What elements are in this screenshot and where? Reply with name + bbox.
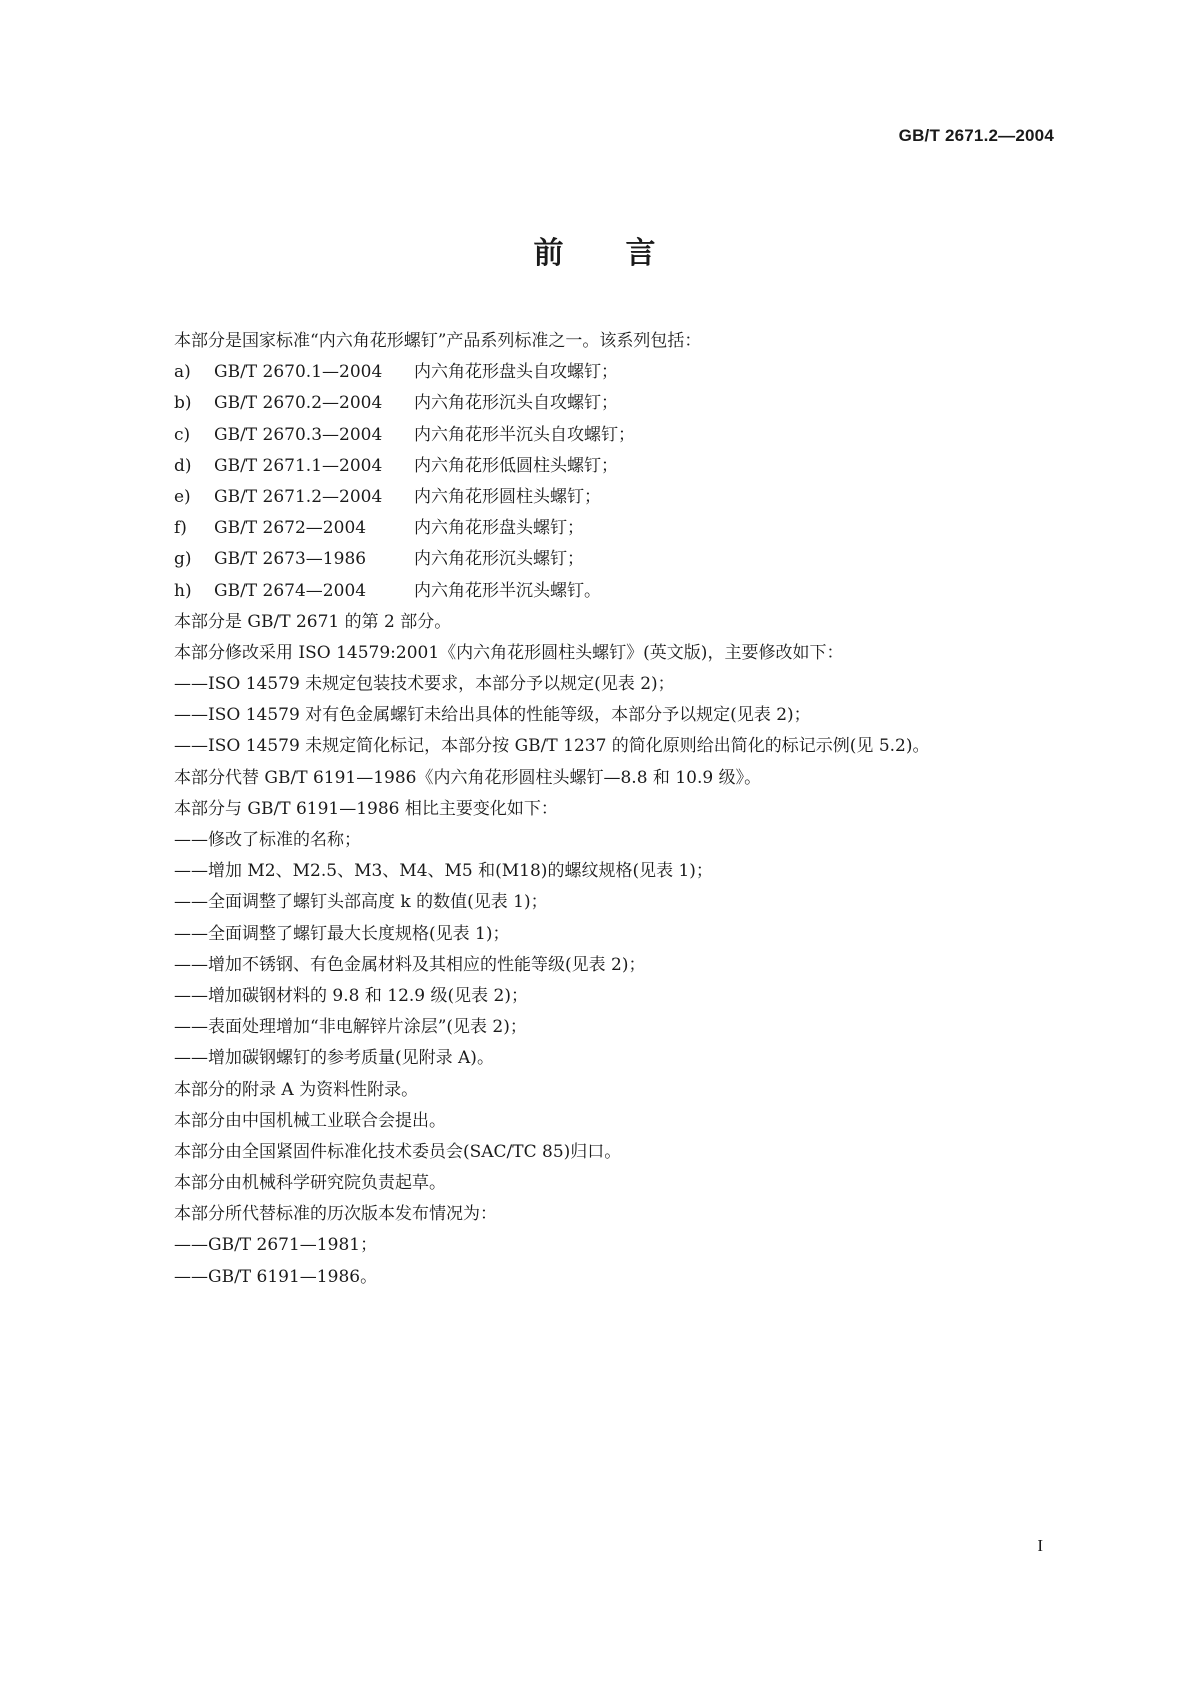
title-char-2: 言	[625, 236, 658, 271]
item-name: 内六角花形沉头螺钉；	[414, 549, 584, 570]
series-item	[174, 482, 1074, 513]
item-label: b)	[174, 393, 192, 414]
text-line: ——增加碳钢螺钉的参考质量(见附录 A)。	[174, 1048, 494, 1069]
item-code: GB/T 2672—2004	[214, 518, 367, 539]
title-char-1: 前	[533, 236, 566, 271]
item-label: g)	[174, 549, 192, 570]
item-code: GB/T 2670.1—2004	[214, 362, 383, 383]
series-item	[174, 576, 1074, 607]
text-line: ——ISO 14579 对有色金属螺钉未给出具体的性能等级，本部分予以规定(见表 2)；	[174, 705, 811, 726]
item-name: 内六角花形半沉头自攻螺钉；	[414, 424, 635, 445]
series-item	[174, 357, 1074, 388]
page-number: I	[1037, 1536, 1043, 1555]
standard-code: GB/T 2671.2—2004	[898, 126, 1054, 145]
text-line: ——表面处理增加“非电解锌片涂层”(见表 2)；	[174, 1017, 527, 1038]
text-line: 本部分由全国紧固件标准化技术委员会(SAC/TC 85)归口。	[174, 1141, 622, 1162]
series-item	[174, 451, 1074, 482]
text-line: 本部分代替 GB/T 6191—1986《内六角花形圆柱头螺钉—8.8 和 10.9 级》。	[174, 767, 762, 788]
item-code: GB/T 2673—1986	[214, 549, 367, 570]
text-line: ——增加 M2、M2.5、M3、M4、M5 和(M18)的螺纹规格(见表 1)；	[174, 861, 713, 882]
item-label: a)	[174, 362, 191, 383]
foreword-body	[174, 326, 1074, 1293]
series-item	[174, 420, 1074, 451]
intro-paragraph: 本部分是国家标准“内六角花形螺钉”产品系列标准之一。该系列包括：	[174, 331, 702, 351]
text-line: ——增加不锈钢、有色金属材料及其相应的性能等级(见表 2)；	[174, 954, 646, 975]
item-code: GB/T 2670.2—2004	[214, 393, 383, 414]
text-line: ——ISO 14579 未规定简化标记，本部分按 GB/T 1237 的简化原则给出简化的标记示例(见 5.2)。	[174, 736, 930, 757]
text-line: 本部分由机械科学研究院负责起草。	[174, 1173, 446, 1194]
item-label: c)	[174, 424, 191, 445]
item-name: 内六角花形半沉头螺钉。	[414, 580, 601, 601]
text-line: ——ISO 14579 未规定包装技术要求，本部分予以规定(见表 2)；	[174, 674, 675, 695]
item-name: 内六角花形低圆柱头螺钉；	[414, 455, 618, 476]
item-code: GB/T 2671.2—2004	[214, 486, 383, 507]
text-line: ——增加碳钢材料的 9.8 和 12.9 级(见表 2)；	[174, 985, 528, 1006]
text-line: ——全面调整了螺钉头部高度 k 的数值(见表 1)；	[174, 892, 548, 913]
item-code: GB/T 2671.1—2004	[214, 455, 383, 476]
item-label: e)	[174, 486, 191, 507]
series-item	[174, 388, 1074, 419]
text-line: 本部分由中国机械工业联合会提出。	[174, 1110, 446, 1131]
item-code: GB/T 2670.3—2004	[214, 424, 383, 445]
series-item	[174, 513, 1074, 544]
item-name: 内六角花形盘头螺钉；	[414, 518, 584, 539]
text-line: ——GB/T 2671—1981；	[174, 1235, 378, 1256]
text-line: 本部分是 GB/T 2671 的第 2 部分。	[174, 611, 452, 632]
text-line: 本部分修改采用 ISO 14579:2001《内六角花形圆柱头螺钉》(英文版)，主要修改如下：	[174, 642, 844, 663]
item-name: 内六角花形盘头自攻螺钉；	[414, 362, 618, 383]
item-name: 内六角花形圆柱头螺钉；	[414, 486, 601, 507]
item-label: d)	[174, 455, 192, 476]
item-label: h)	[174, 580, 192, 601]
text-line: 本部分与 GB/T 6191—1986 相比主要变化如下：	[174, 798, 558, 819]
item-label: f)	[174, 518, 187, 539]
series-item	[174, 544, 1074, 575]
text-line: ——修改了标准的名称；	[174, 830, 361, 850]
item-name: 内六角花形沉头自攻螺钉；	[414, 393, 618, 414]
text-line: ——GB/T 6191—1986。	[174, 1266, 378, 1287]
text-line: ——全面调整了螺钉最大长度规格(见表 1)；	[174, 923, 510, 944]
text-line: 本部分所代替标准的历次版本发布情况为：	[174, 1204, 497, 1225]
text-line: 本部分的附录 A 为资料性附录。	[174, 1079, 419, 1100]
page-title	[0, 228, 1191, 272]
item-code: GB/T 2674—2004	[214, 580, 367, 601]
